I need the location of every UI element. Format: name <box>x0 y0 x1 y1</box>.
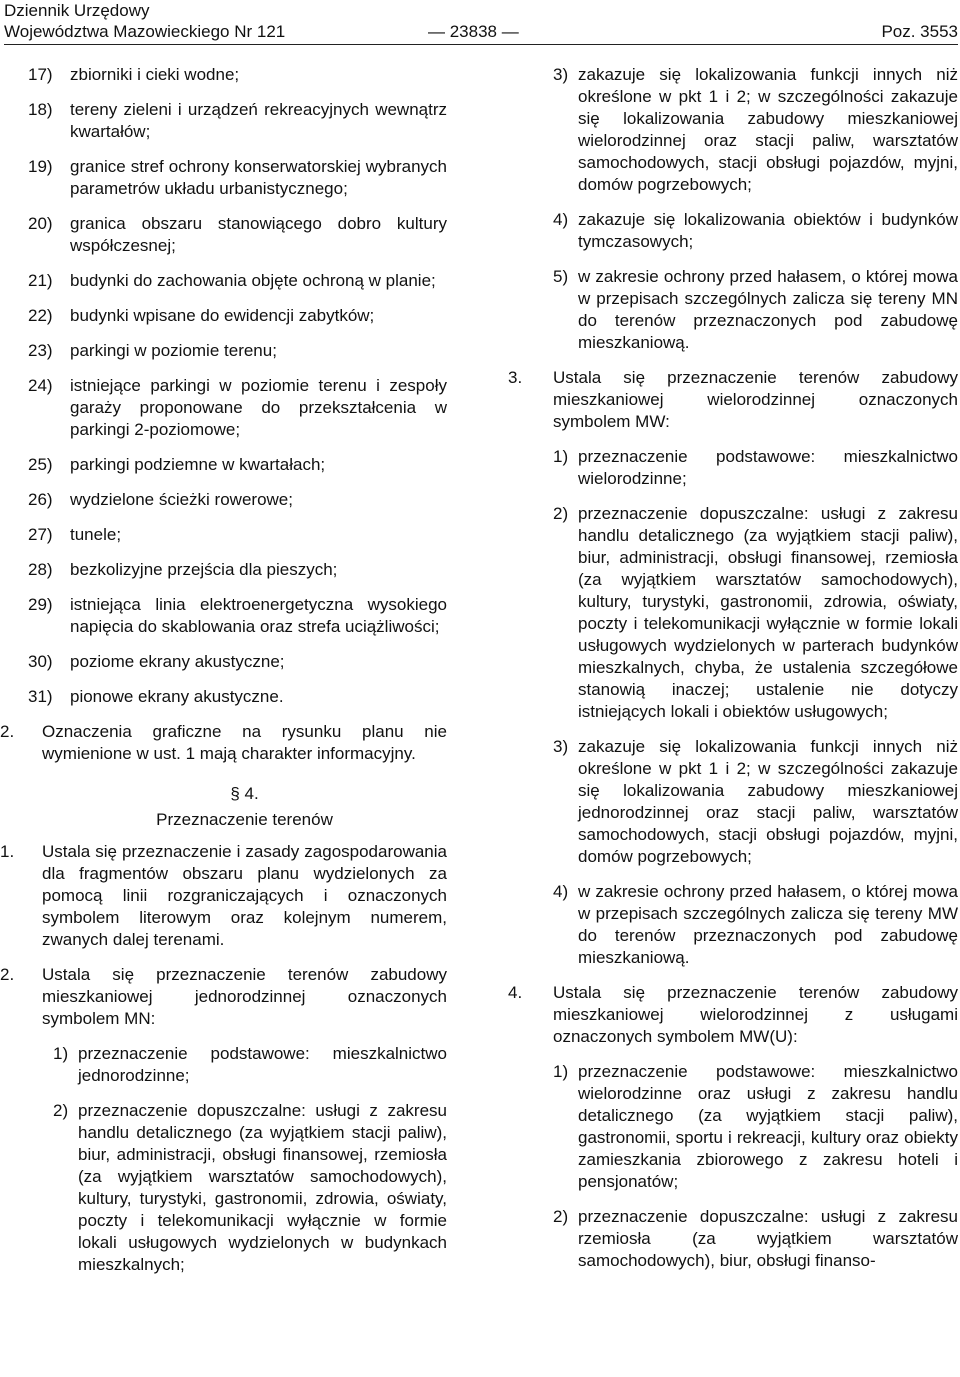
item-text: Ustala się przeznaczenie terenów zabudowy mieszkaniowej jednorodzinnej oznaczonych symbolem MN: <box>42 965 447 1028</box>
item-text: zakazuje się lokalizowania funkcji innych niż określone w pkt 1 i 2; w szczególności zakazuje się lokalizowania zabudowy mieszkaniowej jednorodzinnej oraz stacji paliw, warsztatów samochodowych, stacji obsługi pojazdów, myjni, domów pogrzebowych; <box>578 737 958 866</box>
paragraph-2 <box>0 721 447 765</box>
list-item <box>500 446 958 490</box>
item-number: 4. <box>508 983 523 1002</box>
item-text: tereny zieleni i urządzeń rekreacyjnych wewnątrz kwartałów; <box>70 100 447 141</box>
paragraph-2-mn <box>0 964 447 1030</box>
list-item <box>500 1061 958 1193</box>
header-line-2 <box>4 21 958 42</box>
item-text: zakazuje się lokalizowania funkcji innych niż określone w pkt 1 i 2; w szczególności zakazuje się lokalizowania zabudowy mieszkaniowej wielorodzinnej oraz stacji paliw, warsztatów samochodowych, stacji obsługi pojazdów, myjni, domów pogrzebowych; <box>578 65 958 194</box>
list-item <box>500 1206 958 1272</box>
item-text: Oznaczenia graficzne na rysunku planu nie wymienione w ust. 1 mają charakter informacyjny. <box>42 722 447 763</box>
item-text: Ustala się przeznaczenie i zasady zagospodarowania dla fragmentów obszaru planu wydzielonych za pomocą linii rozgraniczających i oznaczonych symbolem literowym oraz kolejnym numerem, zwanych dalej terenami. <box>42 842 447 949</box>
list-item <box>500 736 958 868</box>
header-rule <box>4 44 958 45</box>
item-text: Ustala się przeznaczenie terenów zabudowy mieszkaniowej wielorodzinnej oznaczonych symbolem MW: <box>553 368 958 431</box>
section-mark: § 4. <box>230 784 259 803</box>
item-text: w zakresie ochrony przed hałasem, o której mowa w przepisach szczególnych zalicza się tereny MW do terenów przeznaczonych pod zabudowę mieszkaniową. <box>578 882 958 967</box>
list-item <box>0 594 447 638</box>
list-item <box>0 559 447 581</box>
page-number: — 23838 — <box>428 22 519 41</box>
item-number: 4) <box>553 210 569 229</box>
item-number: 1. <box>0 842 15 861</box>
list-item <box>0 99 447 143</box>
item-number: 4) <box>553 882 569 901</box>
position-number: Poz. 3553 <box>881 22 958 41</box>
item-number: 21) <box>28 271 53 290</box>
item-number: 31) <box>28 687 53 706</box>
item-number: 2. <box>0 965 15 984</box>
paragraph-4 <box>500 982 958 1048</box>
list-item <box>0 213 447 257</box>
item-text: budynki wpisane do ewidencji zabytków; <box>70 306 375 325</box>
item-number: 22) <box>28 306 53 325</box>
list-item <box>0 270 447 292</box>
item-number: 1) <box>553 447 569 466</box>
list-item <box>0 340 447 362</box>
item-text: przeznaczenie dopuszczalne: usługi z zakresu handlu detalicznego (za wyjątkiem stacji paliw), biur, administracji, obsługi finansowej, rzemiosła (za wyjątkiem warsztatów samochodowych), kultury, turystyki, gastronomii, zdrowia, oświaty, poczty i telekomunikacji wyłącznie w formie lokali usługowych wydzielonych w parterach budynków mieszkalnych, chyba, że ustalenia szczegółowe stanowią inaczej; ustalenie nie dotyczy istniejących lokali i obiektów usługowych; <box>578 504 958 721</box>
item-text: zbiorniki i cieki wodne; <box>70 65 240 84</box>
right-column <box>500 64 958 1285</box>
item-number: 3. <box>508 368 523 387</box>
item-number: 1) <box>553 1062 569 1081</box>
item-number: 5) <box>553 267 569 286</box>
voivodeship-issue: Województwa Mazowieckiego Nr 121 <box>4 22 286 41</box>
item-text: tunele; <box>70 525 122 544</box>
item-text: przeznaczenie dopuszczalne: usługi z zakresu rzemiosła (za wyjątkiem warsztatów samochodowych), biur, obsługi finanso- <box>578 1207 958 1270</box>
list-item <box>0 64 447 86</box>
item-text: bezkolizyjne przejścia dla pieszych; <box>70 560 338 579</box>
item-text: poziome ekrany akustyczne; <box>70 652 285 671</box>
item-number: 19) <box>28 157 53 176</box>
item-number: 27) <box>28 525 53 544</box>
item-number: 30) <box>28 652 53 671</box>
list-item <box>0 375 447 441</box>
item-text: zakazuje się lokalizowania obiektów i budynków tymczasowych; <box>578 210 958 251</box>
list-item <box>0 651 447 673</box>
item-text: przeznaczenie dopuszczalne: usługi z zakresu handlu detalicznego (za wyjątkiem stacji paliw), biur, administracji, obsługi finansowej, rzemiosła (za wyjątkiem warsztatów samochodowych), kultury, turystyki, gastronomii, zdrowia, oświaty, poczty i telekomunikacji wyłącznie w formie lokali usługowych wydzielonych w budynkach mieszkalnych; <box>78 1101 447 1274</box>
item-number: 17) <box>28 65 53 84</box>
item-number: 1) <box>53 1044 69 1063</box>
item-number: 18) <box>28 100 53 119</box>
list-item <box>0 524 447 546</box>
journal-title: Dziennik Urzędowy <box>4 1 150 20</box>
list-item <box>0 686 447 708</box>
list-item <box>500 503 958 723</box>
item-text: wydzielone ścieżki rowerowe; <box>70 490 293 509</box>
list-item <box>500 209 958 253</box>
list-item <box>500 266 958 354</box>
item-text: Ustala się przeznaczenie terenów zabudowy mieszkaniowej wielorodzinnej z usługami oznaczonych symbolem MW(U): <box>553 983 958 1046</box>
list-item <box>0 1043 447 1087</box>
page-header <box>4 0 958 46</box>
item-number: 3) <box>553 737 569 756</box>
item-text: przeznaczenie podstawowe: mieszkalnictwo wielorodzinne; <box>578 447 958 488</box>
item-text: istniejąca linia elektroenergetyczna wysokiego napięcia do skablowania oraz strefa uciążliwości; <box>70 595 447 636</box>
item-text: w zakresie ochrony przed hałasem, o której mowa w przepisach szczególnych zalicza się tereny MN do terenów przeznaczonych pod zabudowę mieszkaniową. <box>578 267 958 352</box>
paragraph-3 <box>500 367 958 433</box>
item-text: przeznaczenie podstawowe: mieszkalnictwo jednorodzinne; <box>78 1044 447 1085</box>
item-number: 2) <box>553 504 569 523</box>
list-item <box>0 156 447 200</box>
item-number: 2. <box>0 722 15 741</box>
item-number: 2) <box>553 1207 569 1226</box>
item-number: 3) <box>553 65 569 84</box>
item-number: 2) <box>53 1101 69 1120</box>
item-number: 24) <box>28 376 53 395</box>
list-item <box>500 64 958 196</box>
paragraph-1 <box>0 841 447 951</box>
item-text: istniejące parkingi w poziomie terenu i zespoły garaży proponowane do przekształcenia w parkingi 2-poziomowe; <box>70 376 447 439</box>
left-column <box>0 64 447 1289</box>
section-title: Przeznaczenie terenów <box>156 810 333 829</box>
item-number: 23) <box>28 341 53 360</box>
item-text: granice stref ochrony konserwatorskiej wybranych parametrów układu urbanistycznego; <box>70 157 447 198</box>
item-text: parkingi w poziomie terenu; <box>70 341 277 360</box>
list-item <box>0 305 447 327</box>
list-item <box>0 1100 447 1276</box>
list-item <box>0 489 447 511</box>
item-text: budynki do zachowania objęte ochroną w planie; <box>70 271 436 290</box>
item-text: pionowe ekrany akustyczne. <box>70 687 284 706</box>
item-number: 28) <box>28 560 53 579</box>
list-item <box>0 454 447 476</box>
item-number: 29) <box>28 595 53 614</box>
item-text: parkingi podziemne w kwartałach; <box>70 455 326 474</box>
item-number: 26) <box>28 490 53 509</box>
list-item <box>500 881 958 969</box>
item-text: granica obszaru stanowiącego dobro kultury współczesnej; <box>70 214 447 255</box>
item-number: 20) <box>28 214 53 233</box>
item-number: 25) <box>28 455 53 474</box>
item-text: przeznaczenie podstawowe: mieszkalnictwo wielorodzinne oraz usługi z zakresu handlu detalicznego (za wyjątkiem stacji paliw), gastronomii, sportu i rekreacji, kultury oraz obiekty zamieszkania zbiorowego z zakresu hoteli i pensjonatów; <box>578 1062 958 1191</box>
